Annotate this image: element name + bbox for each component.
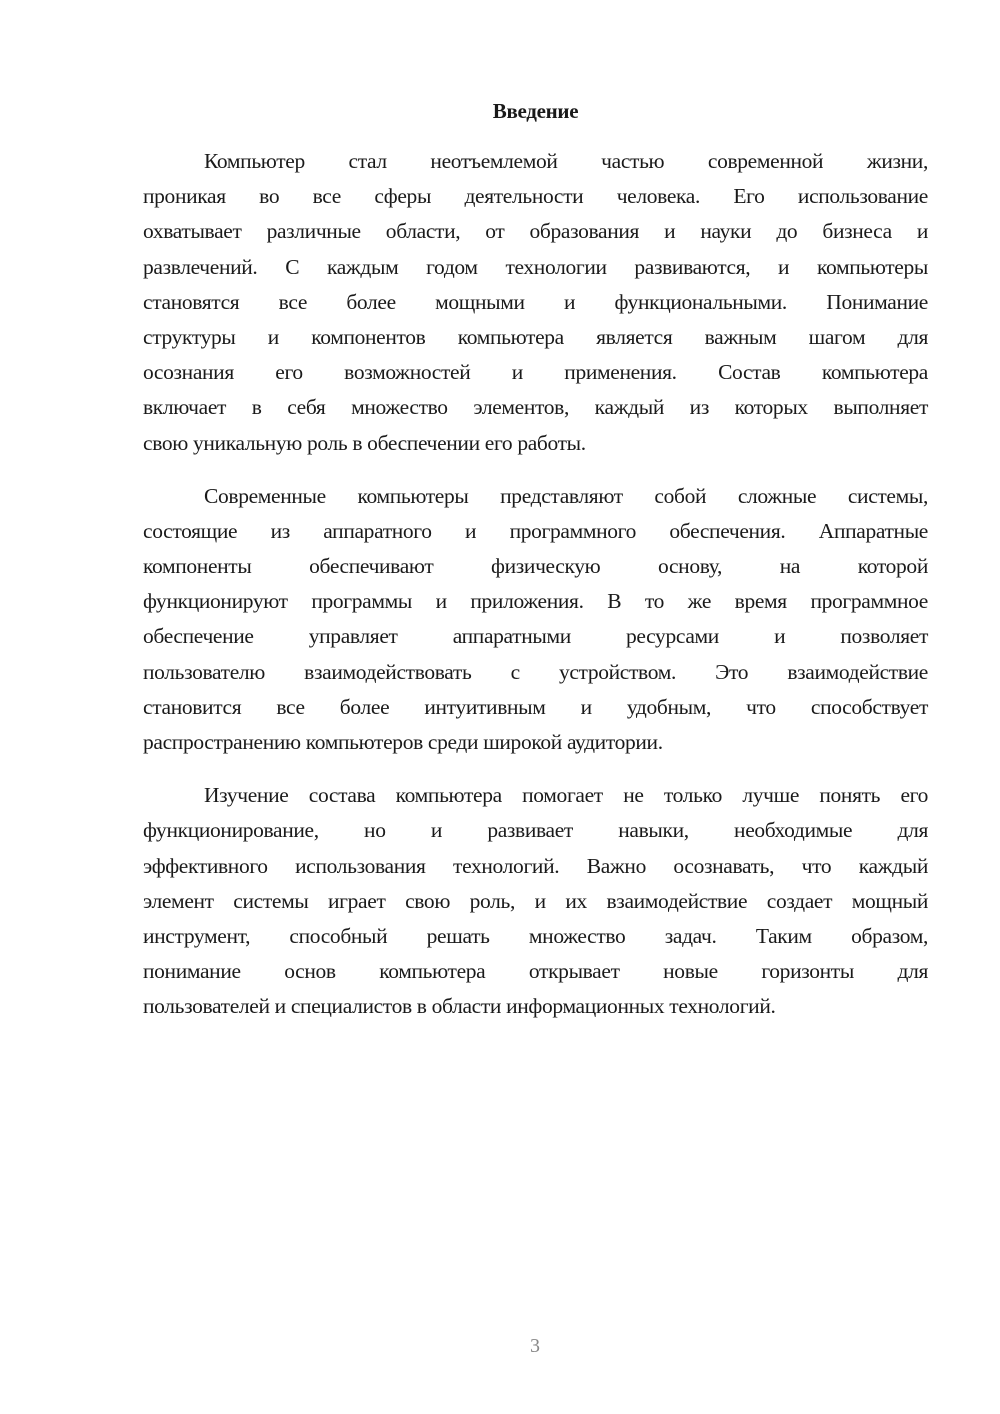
paragraph-2 <box>143 479 928 761</box>
text-line: состоящие из аппаратного и программного обеспечения. Аппаратные <box>143 518 928 543</box>
text-line: функционируют программы и приложения. В то же время программное <box>143 589 928 614</box>
text-line: развлечений. С каждым годом технологии развиваются, и компьютеры <box>143 254 928 279</box>
text-line: включает в себя множество элементов, каждый из которых выполняет <box>143 395 928 420</box>
text-line: осознания его возможностей и применения. Состав компьютера <box>143 360 928 385</box>
paragraph-3 <box>143 778 928 1024</box>
page-title: Введение <box>492 99 579 123</box>
text-line: охватывает различные области, от образования и науки до бизнеса и <box>143 219 928 244</box>
text-line: становится все более интуитивным и удобным, что способствует <box>143 694 928 719</box>
text-line: функционирование, но и развивает навыки, необходимые для <box>143 818 928 843</box>
text-line: понимание основ компьютера открывает новые горизонты для <box>143 959 928 984</box>
paragraph-spacer <box>143 461 928 479</box>
text-line: компоненты обеспечивают физическую основу, на которой <box>143 554 928 579</box>
text-line: пользователю взаимодействовать с устройством. Это взаимодействие <box>143 659 928 684</box>
text-line: пользователей и специалистов в области информационных технологий. <box>143 994 776 1019</box>
text-line: Современные компьютеры представляют собой сложные системы, <box>204 483 928 508</box>
paragraph-1 <box>143 144 928 461</box>
page-number: 3 <box>530 1335 540 1357</box>
text-line: становятся все более мощными и функциональными. Понимание <box>143 289 928 314</box>
text-line: элемент системы играет свою роль, и их взаимодействие создает мощный <box>143 888 928 913</box>
text-line: инструмент, способный решать множество задач. Таким образом, <box>143 923 928 948</box>
text-line: эффективного использования технологий. Важно осознавать, что каждый <box>143 853 928 878</box>
paragraph-spacer <box>143 760 928 778</box>
text-line: Изучение состава компьютера помогает не только лучше понять его <box>204 783 928 808</box>
text-line: свою уникальную роль в обеспечении его работы. <box>143 430 586 455</box>
body-text <box>143 144 928 1025</box>
text-line: Компьютер стал неотъемлемой частью современной жизни, <box>204 149 928 173</box>
text-line: распространению компьютеров среди широкой аудитории. <box>143 730 663 754</box>
text-line: структуры и компонентов компьютера является важным шагом для <box>143 324 928 349</box>
text-line: проникая во все сферы деятельности человека. Его использование <box>143 184 928 209</box>
text-line: обеспечение управляет аппаратными ресурсами и позволяет <box>143 624 928 649</box>
